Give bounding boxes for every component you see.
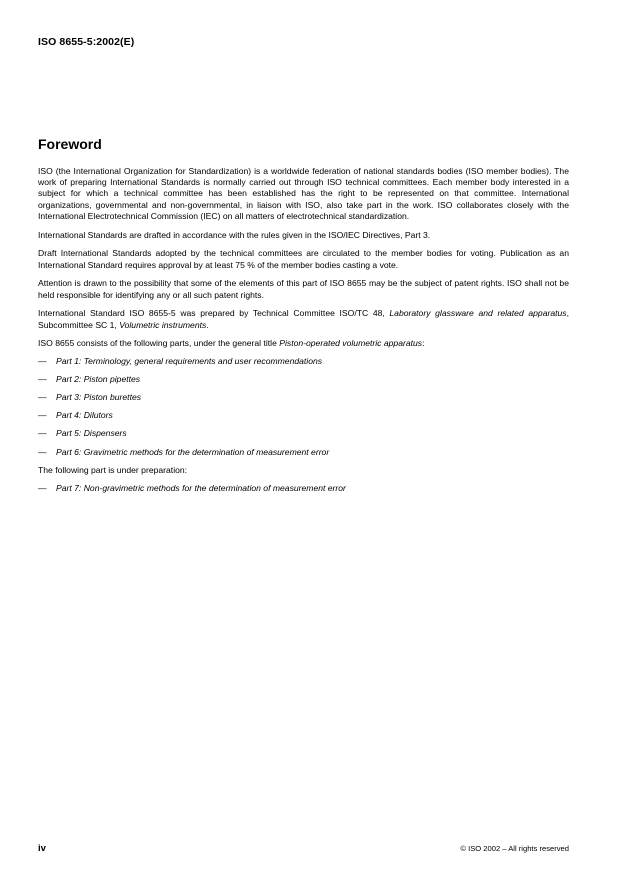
paragraph-parts-intro — [38, 338, 569, 349]
paragraph-iso-intro: ISO (the International Organization for Standardization) is a worldwide federation of national standards bodies (ISO member bodies). The work of preparing International Standards is normally carried out through ISO technical committees. Each member body interested in a subject for which a technical committee has been established has the right to be represented on that committee. International organizations, governmental and non-governmental, in liaison with ISO, also take part in the work. ISO collaborates closely with the International Electrotechnical Commission (IEC) on all matters of electrotechnical standardization. — [38, 166, 569, 221]
preparation-list — [38, 483, 569, 494]
parts-list — [38, 356, 569, 458]
list-item-text: Part 6: Gravimetric methods for the determination of measurement error — [56, 446, 330, 457]
list-item-text: Part 3: Piston burettes — [56, 392, 142, 403]
list-item — [38, 374, 569, 385]
list-item — [38, 410, 569, 421]
prepared-by-text-e: . — [206, 319, 209, 330]
document-id: ISO 8655-5:2002(E) — [38, 36, 135, 48]
list-item-text: Part 4: Dilutors — [56, 410, 113, 421]
list-item — [38, 428, 569, 439]
page-number: iv — [38, 843, 46, 854]
paragraph-under-preparation: The following part is under preparation: — [38, 465, 188, 476]
list-dash: — — [38, 373, 47, 384]
list-dash: — — [38, 410, 47, 421]
parts-intro-text-c: : — [422, 338, 425, 349]
list-dash: — — [38, 482, 47, 493]
list-dash: — — [38, 428, 47, 439]
list-dash: — — [38, 392, 47, 403]
list-item-text: Part 1: Terminology, general requirements and user recommendations — [56, 355, 323, 366]
subcommittee-title: Volumetric instruments — [119, 319, 207, 330]
general-title: Piston-operated volumetric apparatus — [279, 338, 423, 349]
list-item — [38, 447, 569, 458]
prepared-by-text-c: , Subcommittee SC 1, — [38, 308, 569, 330]
page-title: Foreword — [38, 136, 102, 152]
list-dash: — — [38, 355, 47, 366]
list-item-text: Part 2: Piston pipettes — [56, 373, 141, 384]
foreword-body — [38, 166, 569, 501]
committee-title: Laboratory glassware and related apparatus — [389, 308, 567, 319]
list-item — [38, 356, 569, 367]
list-item — [38, 483, 569, 494]
paragraph-patent-rights: Attention is drawn to the possibility that some of the elements of this part of ISO 8655 may be the subject of patent rights. ISO shall not be held responsible for identifying any or all such patent rights. — [38, 278, 569, 300]
list-item — [38, 392, 569, 403]
paragraph-draft-standards: Draft International Standards adopted by the technical committees are circulated to the member bodies for voting. Publication as an International Standard requires approval by at least 75 % of the member bodies casting a vote. — [38, 248, 569, 270]
list-dash: — — [38, 446, 47, 457]
list-item-text: Part 7: Non-gravimetric methods for the determination of measurement error — [56, 482, 346, 493]
parts-intro-text-a: ISO 8655 consists of the following parts, under the general title — [38, 338, 280, 349]
copyright-notice: © ISO 2002 – All rights reserved — [460, 844, 569, 853]
list-item-text: Part 5: Dispensers — [56, 428, 127, 439]
paragraph-directives: International Standards are drafted in accordance with the rules given in the ISO/IEC Directives, Part 3. — [38, 229, 431, 240]
prepared-by-text-a: International Standard ISO 8655-5 was prepared by Technical Committee ISO/TC 48, — [38, 308, 390, 319]
paragraph-prepared-by — [38, 308, 569, 330]
